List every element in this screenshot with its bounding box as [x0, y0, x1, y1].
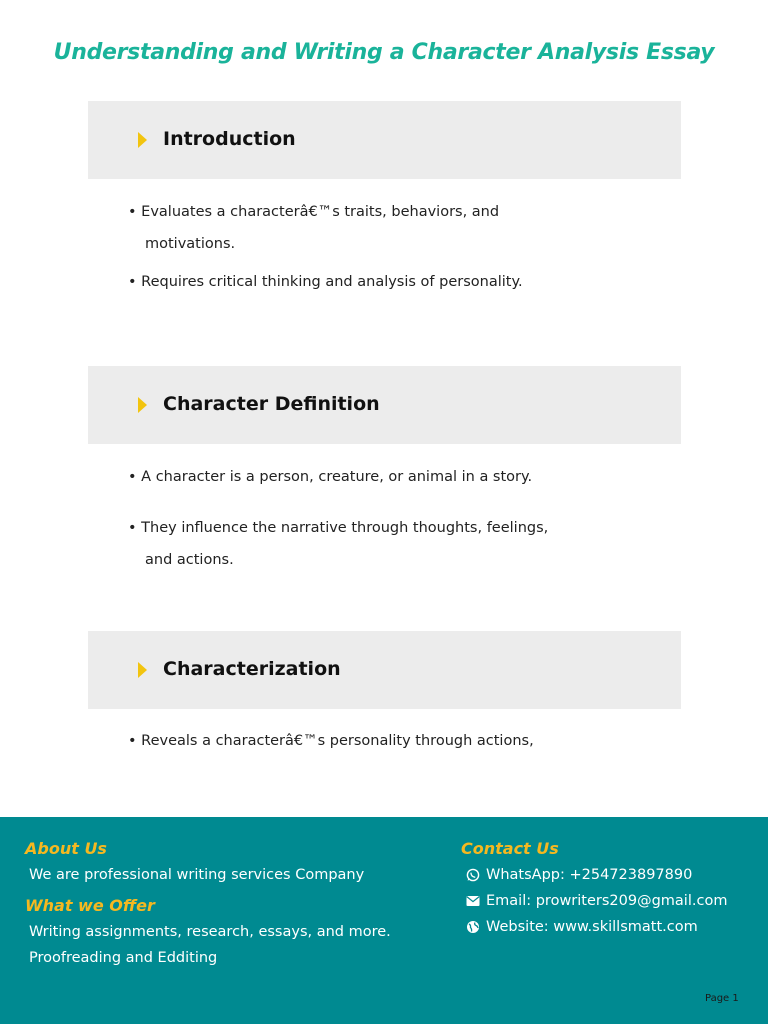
bullet-text-continued: and actions. — [145, 552, 234, 568]
offer-line: Proofreading and Edditing — [29, 950, 218, 966]
contact-heading: Contact Us — [461, 839, 559, 858]
bullet-text: • Evaluates a characterâ€™s traits, behaviors, and — [128, 204, 500, 220]
section-header-characterization — [88, 631, 681, 709]
website-link[interactable]: Website: www.skillsmatt.com — [486, 919, 698, 935]
offer-line: Writing assignments, research, essays, and more. — [29, 924, 391, 940]
bullet-text: • Reveals a characterâ€™s personality through actions, — [128, 733, 534, 749]
bullet-text: • They influence the narrative through thoughts, feelings, — [128, 520, 549, 536]
bullet-text: • Requires critical thinking and analysis of personality. — [128, 274, 523, 290]
section-heading: Characterization — [163, 658, 341, 680]
section-header-introduction — [88, 101, 681, 179]
whatsapp-icon — [466, 868, 480, 882]
whatsapp-link[interactable]: WhatsApp: +254723897890 — [486, 867, 693, 883]
globe-icon — [466, 920, 480, 934]
about-heading: About Us — [25, 839, 107, 858]
section-heading: Character Definition — [163, 393, 380, 415]
triangle-right-icon — [138, 132, 147, 148]
document-title: Understanding and Writing a Character Analysis Essay — [53, 40, 715, 65]
triangle-right-icon — [138, 662, 147, 678]
about-text: We are professional writing services Company — [29, 867, 365, 883]
envelope-icon — [466, 894, 480, 908]
bullet-text-continued: motivations. — [145, 236, 236, 252]
section-header-character-definition — [88, 366, 681, 444]
offer-heading: What we Offer — [25, 896, 155, 915]
triangle-right-icon — [138, 397, 147, 413]
section-heading: Introduction — [163, 128, 296, 150]
footer — [0, 817, 768, 1024]
page-number: Page 1 — [705, 993, 739, 1004]
bullet-text: • A character is a person, creature, or animal in a story. — [128, 469, 533, 485]
email-link[interactable]: Email: prowriters209@gmail.com — [486, 893, 728, 909]
